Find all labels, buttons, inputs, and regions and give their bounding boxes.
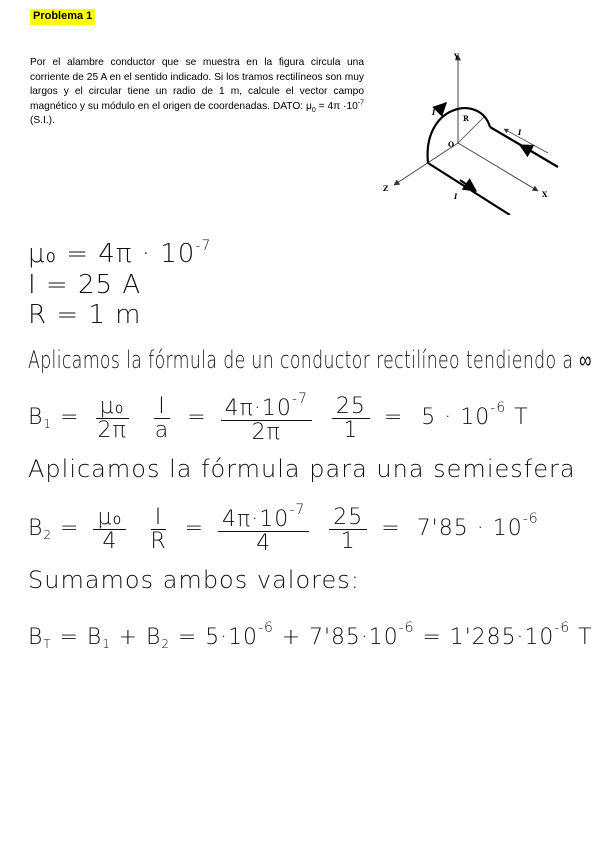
lower-wire: [428, 163, 510, 215]
data-radius: R = 1 m: [28, 300, 142, 330]
problem-statement: Por el alambre conductor que se muestra en la figura circula una corriente de 25 A en el sentido indicado. Si los tramos rectilíneos son muy largos y el circular tiene un radio de 1 m, calcule el vector campo magnético y su módulo en el origen de coordenadas. DATO: $\mu_0 = 4\pi \cdot 10^{-7}$ (S.I.).: [30, 57, 365, 127]
radius-line: [458, 117, 484, 143]
b1-equation: $B_1$ = $\frac{\text{μ₀}}{2\pi}$ $\frac{I}{a}$ = $\frac{4\pi\cdot 10^{-7}}{2\pi}$ $\frac{25}{1}$ = $5 \cdot 10^{-6}$ T: [28, 391, 529, 446]
step1-text: Aplicamos la fórmula de un conductor rectilíneo tendiendo a ∞: [28, 346, 592, 374]
step2-text: Aplicamos la fórmula para una semiesfera: [28, 455, 576, 483]
axis-x-label: X: [542, 190, 548, 199]
data-mu0: $\mu_0 = 4\pi \cdot 10^{-7}$: [28, 238, 212, 269]
current-label-2: I: [454, 192, 458, 201]
axis-z-label: Z: [383, 184, 389, 193]
b2-equation: $B_2$ = $\frac{\text{μ₀}}{4}$ $\frac{I}{R}$ = $\frac{4\pi\cdot 10^{-7}}{4}$ $\frac{25}{1}$ = $7'85 \cdot 10^{-6}$: [28, 502, 539, 557]
current-arrow-arc: [438, 103, 446, 111]
axis-y-label: Y: [454, 52, 459, 61]
wire-figure: [380, 45, 580, 215]
problem-title: Problema 1: [30, 9, 95, 25]
x-axis: [458, 143, 538, 191]
current-label-3: I: [518, 128, 522, 137]
bt-equation: $B_T = B_1 + B_2 = 5\cdot 10^{-6} + 7'85\cdot 10^{-6} = 1'285\cdot 10^{-6}$ T: [28, 620, 593, 651]
data-current: I = 25 A: [28, 270, 142, 300]
current-label-1: I: [432, 108, 436, 117]
semicircle-wire: [428, 108, 490, 163]
step3-text: Sumamos ambos valores:: [28, 566, 360, 594]
z-axis: [394, 143, 458, 185]
origin-label: O: [448, 140, 455, 149]
radius-label: R: [463, 114, 469, 123]
